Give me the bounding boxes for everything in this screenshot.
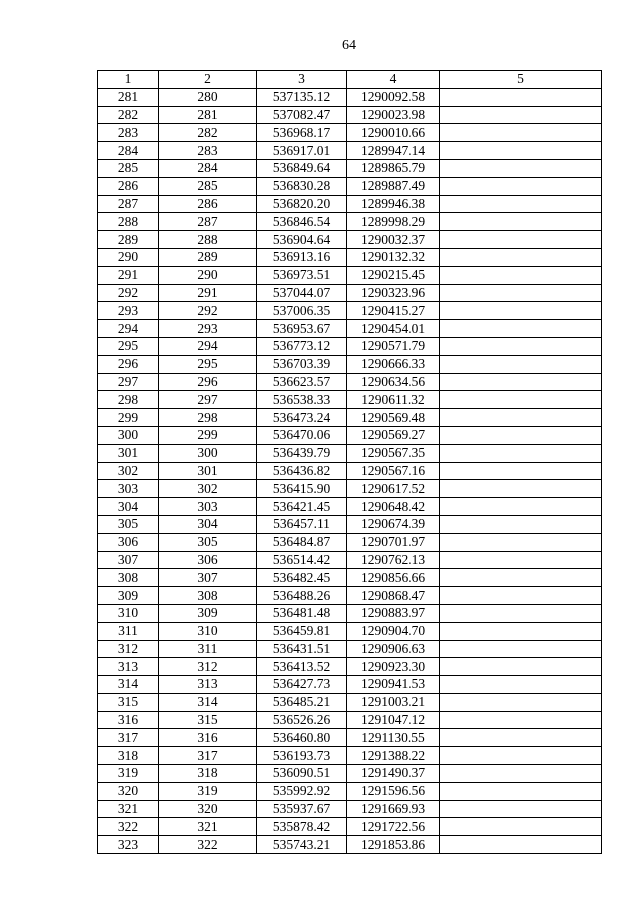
column-header-4: 4	[347, 71, 440, 89]
table-cell-col-1: 323	[98, 836, 159, 854]
table-cell-col-3: 535743.21	[257, 836, 347, 854]
table-row	[98, 266, 602, 284]
table-cell-col-1: 318	[98, 747, 159, 765]
table-row	[98, 604, 602, 622]
table-cell-col-1: 312	[98, 640, 159, 658]
table-cell-col-4: 1290215.45	[347, 266, 440, 284]
table-cell-col-3: 535878.42	[257, 818, 347, 836]
table-cell-col-2: 284	[159, 159, 257, 177]
table-row	[98, 658, 602, 676]
table-row	[98, 159, 602, 177]
table-cell-col-2: 311	[159, 640, 257, 658]
table-cell-col-1: 306	[98, 533, 159, 551]
table-cell-col-3: 537006.35	[257, 302, 347, 320]
table-cell-col-1: 307	[98, 551, 159, 569]
header-row	[98, 71, 602, 89]
table-cell-col-2: 322	[159, 836, 257, 854]
table-cell-col-1: 296	[98, 355, 159, 373]
table-cell-col-5	[440, 88, 602, 106]
table-cell-col-4: 1289865.79	[347, 159, 440, 177]
table-cell-col-5	[440, 533, 602, 551]
table-cell-col-4: 1290617.52	[347, 480, 440, 498]
table-cell-col-5	[440, 676, 602, 694]
table-cell-col-5	[440, 800, 602, 818]
table-row	[98, 231, 602, 249]
table-cell-col-1: 321	[98, 800, 159, 818]
table-cell-col-4: 1290923.30	[347, 658, 440, 676]
table-cell-col-2: 310	[159, 622, 257, 640]
table-cell-col-3: 536460.80	[257, 729, 347, 747]
table-cell-col-3: 536953.67	[257, 320, 347, 338]
table-cell-col-5	[440, 462, 602, 480]
table-cell-col-2: 293	[159, 320, 257, 338]
table-cell-col-3: 536484.87	[257, 533, 347, 551]
table-cell-col-5	[440, 640, 602, 658]
table-cell-col-2: 314	[159, 693, 257, 711]
table-cell-col-3: 536090.51	[257, 765, 347, 783]
table-row	[98, 587, 602, 605]
table-row	[98, 213, 602, 231]
table-body	[98, 88, 602, 853]
table-cell-col-3: 536820.20	[257, 195, 347, 213]
table-cell-col-4: 1290569.48	[347, 409, 440, 427]
table-cell-col-5	[440, 515, 602, 533]
table-cell-col-4: 1291669.93	[347, 800, 440, 818]
table-cell-col-5	[440, 498, 602, 516]
table-cell-col-5	[440, 266, 602, 284]
table-cell-col-2: 295	[159, 355, 257, 373]
table-cell-col-3: 536427.73	[257, 676, 347, 694]
table-cell-col-4: 1290648.42	[347, 498, 440, 516]
table-cell-col-4: 1291130.55	[347, 729, 440, 747]
table-row	[98, 747, 602, 765]
table-row	[98, 729, 602, 747]
table-cell-col-5	[440, 213, 602, 231]
table-cell-col-4: 1290611.32	[347, 391, 440, 409]
table-cell-col-3: 535992.92	[257, 782, 347, 800]
table-cell-col-3: 536439.79	[257, 444, 347, 462]
table-cell-col-4: 1291388.22	[347, 747, 440, 765]
table-cell-col-3: 536413.52	[257, 658, 347, 676]
table-cell-col-1: 298	[98, 391, 159, 409]
table-cell-col-5	[440, 337, 602, 355]
table-cell-col-3: 536481.48	[257, 604, 347, 622]
table-cell-col-4: 1290571.79	[347, 337, 440, 355]
table-row	[98, 569, 602, 587]
table-cell-col-2: 317	[159, 747, 257, 765]
table-cell-col-4: 1290883.97	[347, 604, 440, 622]
table-cell-col-2: 303	[159, 498, 257, 516]
table-cell-col-2: 297	[159, 391, 257, 409]
table-row	[98, 818, 602, 836]
table-cell-col-4: 1290762.13	[347, 551, 440, 569]
table-cell-col-2: 302	[159, 480, 257, 498]
table-cell-col-5	[440, 551, 602, 569]
table-cell-col-3: 536193.73	[257, 747, 347, 765]
table-cell-col-3: 536968.17	[257, 124, 347, 142]
table-cell-col-2: 306	[159, 551, 257, 569]
table-cell-col-5	[440, 159, 602, 177]
table-cell-col-3: 536830.28	[257, 177, 347, 195]
column-header-1: 1	[98, 71, 159, 89]
table-cell-col-5	[440, 106, 602, 124]
table-row	[98, 320, 602, 338]
table-cell-col-3: 536514.42	[257, 551, 347, 569]
table-cell-col-2: 320	[159, 800, 257, 818]
table-cell-col-1: 304	[98, 498, 159, 516]
table-cell-col-2: 280	[159, 88, 257, 106]
table-row	[98, 195, 602, 213]
table-row	[98, 782, 602, 800]
table-cell-col-1: 282	[98, 106, 159, 124]
coordinates-table	[97, 70, 602, 854]
table-cell-col-3: 536846.54	[257, 213, 347, 231]
table-cell-col-3: 536917.01	[257, 142, 347, 160]
table-cell-col-2: 313	[159, 676, 257, 694]
table-cell-col-1: 316	[98, 711, 159, 729]
table-cell-col-3: 536415.90	[257, 480, 347, 498]
table-cell-col-1: 292	[98, 284, 159, 302]
table-cell-col-3: 536623.57	[257, 373, 347, 391]
table-cell-col-2: 287	[159, 213, 257, 231]
table-cell-col-2: 296	[159, 373, 257, 391]
table-cell-col-1: 286	[98, 177, 159, 195]
table-row	[98, 142, 602, 160]
table-row	[98, 640, 602, 658]
table-cell-col-4: 1290454.01	[347, 320, 440, 338]
table-cell-col-1: 302	[98, 462, 159, 480]
table-cell-col-2: 321	[159, 818, 257, 836]
table-cell-col-3: 537082.47	[257, 106, 347, 124]
table-cell-col-5	[440, 355, 602, 373]
table-cell-col-3: 536473.24	[257, 409, 347, 427]
table-cell-col-4: 1290032.37	[347, 231, 440, 249]
table-cell-col-1: 293	[98, 302, 159, 320]
table-row	[98, 462, 602, 480]
table-cell-col-2: 308	[159, 587, 257, 605]
table-cell-col-5	[440, 836, 602, 854]
table-row	[98, 409, 602, 427]
table-row	[98, 676, 602, 694]
table-row	[98, 302, 602, 320]
table-cell-col-4: 1290674.39	[347, 515, 440, 533]
column-header-2: 2	[159, 71, 257, 89]
table-cell-col-5	[440, 818, 602, 836]
table-cell-col-2: 298	[159, 409, 257, 427]
page-number: 64	[342, 38, 356, 53]
table-cell-col-4: 1290023.98	[347, 106, 440, 124]
table-cell-col-2: 304	[159, 515, 257, 533]
table-cell-col-5	[440, 373, 602, 391]
table-row	[98, 391, 602, 409]
table-cell-col-3: 536913.16	[257, 248, 347, 266]
table-cell-col-4: 1291853.86	[347, 836, 440, 854]
table-cell-col-5	[440, 729, 602, 747]
table-row	[98, 106, 602, 124]
table-cell-col-2: 289	[159, 248, 257, 266]
table-cell-col-5	[440, 444, 602, 462]
table-cell-col-5	[440, 302, 602, 320]
table-cell-col-4: 1291596.56	[347, 782, 440, 800]
table-cell-col-1: 283	[98, 124, 159, 142]
table-cell-col-1: 317	[98, 729, 159, 747]
table-cell-col-1: 320	[98, 782, 159, 800]
table-cell-col-2: 299	[159, 426, 257, 444]
table-row	[98, 177, 602, 195]
table-row	[98, 800, 602, 818]
table-cell-col-2: 315	[159, 711, 257, 729]
table-cell-col-3: 536849.64	[257, 159, 347, 177]
table-cell-col-5	[440, 693, 602, 711]
table-cell-col-1: 289	[98, 231, 159, 249]
table-cell-col-5	[440, 480, 602, 498]
table-cell-col-1: 285	[98, 159, 159, 177]
table-cell-col-4: 1289998.29	[347, 213, 440, 231]
table-cell-col-2: 282	[159, 124, 257, 142]
table-cell-col-4: 1290415.27	[347, 302, 440, 320]
table-cell-col-5	[440, 391, 602, 409]
table-row	[98, 836, 602, 854]
table-cell-col-2: 285	[159, 177, 257, 195]
table-cell-col-1: 288	[98, 213, 159, 231]
table-cell-col-5	[440, 747, 602, 765]
table-cell-col-5	[440, 320, 602, 338]
table-cell-col-4: 1290666.33	[347, 355, 440, 373]
table-cell-col-1: 297	[98, 373, 159, 391]
table-cell-col-3: 537135.12	[257, 88, 347, 106]
table-cell-col-4: 1290132.32	[347, 248, 440, 266]
table-cell-col-1: 322	[98, 818, 159, 836]
table-cell-col-3: 536904.64	[257, 231, 347, 249]
table-cell-col-1: 319	[98, 765, 159, 783]
table-row	[98, 480, 602, 498]
table-row	[98, 426, 602, 444]
table-cell-col-2: 283	[159, 142, 257, 160]
table-cell-col-2: 305	[159, 533, 257, 551]
table-cell-col-5	[440, 569, 602, 587]
table-cell-col-3: 536482.45	[257, 569, 347, 587]
table-cell-col-1: 308	[98, 569, 159, 587]
table-cell-col-4: 1290701.97	[347, 533, 440, 551]
table-cell-col-1: 291	[98, 266, 159, 284]
table-cell-col-1: 315	[98, 693, 159, 711]
table-cell-col-4: 1290868.47	[347, 587, 440, 605]
table-cell-col-2: 286	[159, 195, 257, 213]
table-cell-col-5	[440, 195, 602, 213]
table-cell-col-5	[440, 587, 602, 605]
table-cell-col-4: 1290567.16	[347, 462, 440, 480]
table-cell-col-1: 314	[98, 676, 159, 694]
table-row	[98, 355, 602, 373]
table-cell-col-2: 309	[159, 604, 257, 622]
table-cell-col-2: 294	[159, 337, 257, 355]
table-cell-col-2: 316	[159, 729, 257, 747]
table-cell-col-4: 1290569.27	[347, 426, 440, 444]
table-row	[98, 498, 602, 516]
table-cell-col-3: 536526.26	[257, 711, 347, 729]
table-cell-col-4: 1290567.35	[347, 444, 440, 462]
table-cell-col-1: 313	[98, 658, 159, 676]
table-cell-col-2: 319	[159, 782, 257, 800]
table-cell-col-3: 536431.51	[257, 640, 347, 658]
table-cell-col-1: 287	[98, 195, 159, 213]
table-cell-col-4: 1290010.66	[347, 124, 440, 142]
table-cell-col-4: 1289887.49	[347, 177, 440, 195]
table-row	[98, 515, 602, 533]
table-cell-col-2: 292	[159, 302, 257, 320]
table-cell-col-4: 1290904.70	[347, 622, 440, 640]
table-row	[98, 284, 602, 302]
table-cell-col-1: 284	[98, 142, 159, 160]
table-cell-col-4: 1290634.56	[347, 373, 440, 391]
table-cell-col-5	[440, 426, 602, 444]
table-cell-col-5	[440, 284, 602, 302]
table-row	[98, 444, 602, 462]
table-cell-col-4: 1290856.66	[347, 569, 440, 587]
table-row	[98, 765, 602, 783]
table-cell-col-2: 307	[159, 569, 257, 587]
table-row	[98, 373, 602, 391]
table-cell-col-2: 291	[159, 284, 257, 302]
table-cell-col-3: 536703.39	[257, 355, 347, 373]
table-cell-col-3: 536421.45	[257, 498, 347, 516]
table-cell-col-3: 536538.33	[257, 391, 347, 409]
table-cell-col-2: 300	[159, 444, 257, 462]
table-cell-col-4: 1291490.37	[347, 765, 440, 783]
table-row	[98, 551, 602, 569]
table-cell-col-5	[440, 231, 602, 249]
table-cell-col-5	[440, 782, 602, 800]
table-cell-col-1: 300	[98, 426, 159, 444]
table-header	[98, 71, 602, 89]
table-cell-col-3: 536773.12	[257, 337, 347, 355]
column-header-5: 5	[440, 71, 602, 89]
table-cell-col-4: 1291003.21	[347, 693, 440, 711]
table-row	[98, 711, 602, 729]
table-cell-col-5	[440, 124, 602, 142]
table-cell-col-1: 305	[98, 515, 159, 533]
table-cell-col-1: 290	[98, 248, 159, 266]
table-cell-col-3: 537044.07	[257, 284, 347, 302]
table-cell-col-3: 536436.82	[257, 462, 347, 480]
table-cell-col-1: 281	[98, 88, 159, 106]
table-row	[98, 533, 602, 551]
table-cell-col-5	[440, 142, 602, 160]
table-cell-col-1: 301	[98, 444, 159, 462]
table-cell-col-5	[440, 248, 602, 266]
table-cell-col-4: 1290906.63	[347, 640, 440, 658]
table-cell-col-1: 294	[98, 320, 159, 338]
table-cell-col-3: 536457.11	[257, 515, 347, 533]
table-cell-col-1: 295	[98, 337, 159, 355]
table-cell-col-2: 318	[159, 765, 257, 783]
table-row	[98, 337, 602, 355]
table-row	[98, 248, 602, 266]
table-cell-col-5	[440, 409, 602, 427]
table-cell-col-4: 1289946.38	[347, 195, 440, 213]
table-cell-col-2: 288	[159, 231, 257, 249]
table-cell-col-3: 535937.67	[257, 800, 347, 818]
table-cell-col-3: 536470.06	[257, 426, 347, 444]
table-cell-col-1: 309	[98, 587, 159, 605]
table-cell-col-4: 1290092.58	[347, 88, 440, 106]
table-cell-col-4: 1291722.56	[347, 818, 440, 836]
table-cell-col-2: 290	[159, 266, 257, 284]
table-cell-col-4: 1290323.96	[347, 284, 440, 302]
table-row	[98, 693, 602, 711]
table-cell-col-3: 536488.26	[257, 587, 347, 605]
table-cell-col-4: 1289947.14	[347, 142, 440, 160]
table-cell-col-4: 1291047.12	[347, 711, 440, 729]
table-cell-col-5	[440, 658, 602, 676]
table-row	[98, 124, 602, 142]
table-cell-col-1: 310	[98, 604, 159, 622]
table-cell-col-3: 536459.81	[257, 622, 347, 640]
table-cell-col-2: 312	[159, 658, 257, 676]
table-cell-col-5	[440, 604, 602, 622]
table-cell-col-3: 536485.21	[257, 693, 347, 711]
table-row	[98, 622, 602, 640]
table-cell-col-1: 311	[98, 622, 159, 640]
table-cell-col-1: 299	[98, 409, 159, 427]
table-row	[98, 88, 602, 106]
table-cell-col-2: 301	[159, 462, 257, 480]
table-cell-col-1: 303	[98, 480, 159, 498]
table-cell-col-5	[440, 711, 602, 729]
table-cell-col-2: 281	[159, 106, 257, 124]
table-cell-col-3: 536973.51	[257, 266, 347, 284]
table-cell-col-5	[440, 765, 602, 783]
column-header-3: 3	[257, 71, 347, 89]
table-cell-col-4: 1290941.53	[347, 676, 440, 694]
table-cell-col-5	[440, 622, 602, 640]
table-cell-col-5	[440, 177, 602, 195]
